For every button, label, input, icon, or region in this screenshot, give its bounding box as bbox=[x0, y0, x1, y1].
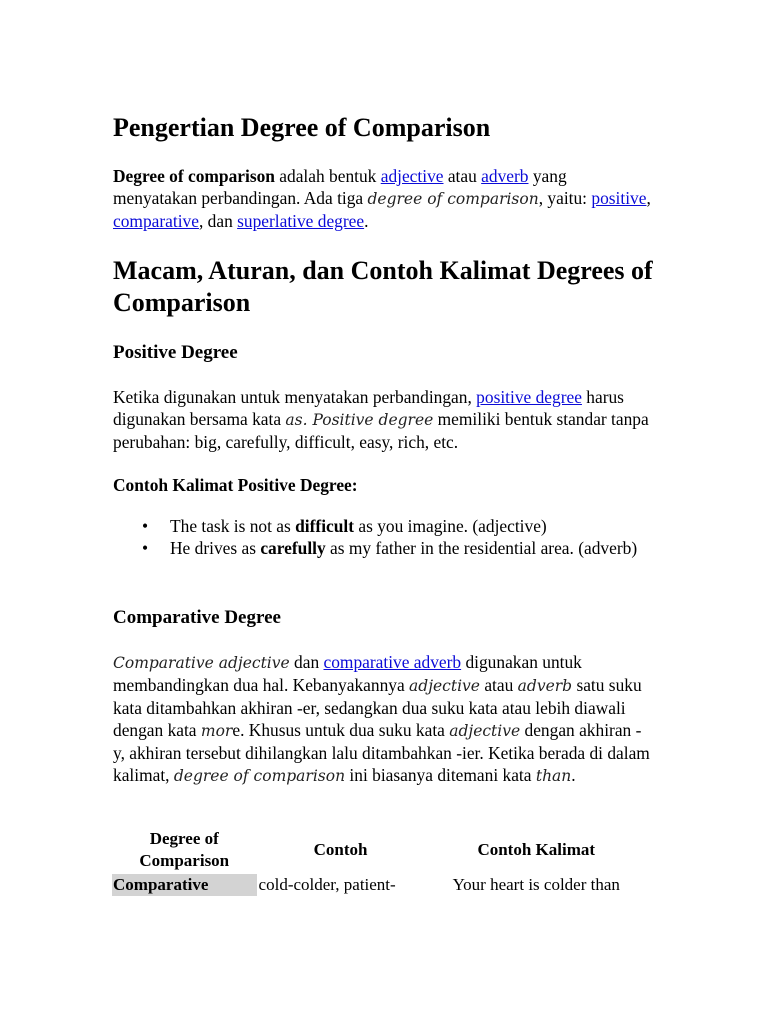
examples-list bbox=[113, 515, 653, 559]
column-header: Contoh bbox=[313, 840, 368, 859]
text-run: atau bbox=[443, 166, 482, 186]
table-header-row bbox=[112, 828, 648, 872]
list-item bbox=[113, 537, 653, 559]
text-run: , bbox=[646, 188, 651, 208]
bullet-icon: • bbox=[142, 538, 149, 558]
bold-word: carefully bbox=[260, 538, 326, 558]
link-adjective[interactable]: adjective bbox=[380, 166, 444, 186]
text-run: atau bbox=[479, 675, 518, 695]
text-run: Ketika digunakan untuk menyatakan perbandingan, bbox=[113, 387, 477, 407]
link-positive-degree[interactable]: positive degree bbox=[476, 387, 582, 407]
text-run: e. Khusus untuk dua suku kata bbox=[232, 720, 450, 740]
text-run: memiliki bentuk standar tanpa perubahan: big, carefully, difficult, easy, rich, etc. bbox=[113, 409, 649, 452]
text-run: satu suku kata ditambahkan akhiran -er, sedangkan dua suku kata atau lebih diawali dengan kata bbox=[113, 675, 642, 740]
text-run: digunakan untuk membandingkan dua hal. Kebanyakannya bbox=[113, 652, 582, 695]
text-run: The task is not as bbox=[170, 516, 296, 536]
text-run: as you imagine. (adjective) bbox=[354, 516, 547, 536]
italic-text: adjective bbox=[409, 677, 480, 695]
italic-text: degree of comparison bbox=[173, 767, 346, 785]
comparison-table bbox=[110, 826, 650, 898]
link-comparative[interactable]: comparative bbox=[113, 211, 199, 231]
italic-text: mor bbox=[200, 722, 233, 740]
examples-heading-text: Contoh Kalimat Positive Degree: bbox=[113, 475, 358, 495]
text-run: dan bbox=[289, 652, 324, 672]
text-run: , dan bbox=[198, 211, 238, 231]
link-comparative-adverb[interactable]: comparative adverb bbox=[323, 652, 462, 672]
italic-text: than bbox=[535, 767, 572, 785]
text-run: adalah bentuk bbox=[274, 166, 381, 186]
text-run: ini biasanya ditemani kata bbox=[345, 765, 536, 785]
link-adverb[interactable]: adverb bbox=[481, 166, 529, 186]
link-superlative-degree[interactable]: superlative degree bbox=[237, 211, 365, 231]
italic-text: adverb bbox=[517, 677, 573, 695]
italic-text: degree of comparison bbox=[367, 190, 539, 208]
bold-word: difficult bbox=[295, 516, 355, 536]
comparative-degree-heading: Comparative Degree bbox=[113, 607, 281, 628]
list-item bbox=[113, 515, 653, 537]
section-heading: Macam, Aturan, dan Contoh Kalimat Degrees of Comparison bbox=[113, 256, 653, 317]
column-header: Contoh Kalimat bbox=[477, 840, 596, 859]
text-run: . bbox=[571, 765, 576, 785]
text-run: yang menyatakan perbandingan. Ada tiga bbox=[113, 166, 567, 208]
text-run: as my father in the residential area. (adverb) bbox=[325, 538, 638, 558]
definition-paragraph bbox=[113, 165, 653, 232]
text-run: . bbox=[364, 211, 369, 231]
term-bold: Degree of comparison bbox=[113, 166, 275, 186]
comparative-degree-paragraph bbox=[113, 651, 653, 787]
italic-text: as. Positive degree bbox=[285, 411, 434, 429]
text-run: dengan akhiran -y, akhiran tersebut dihilangkan lalu ditambahkan -ier. Ketika berada di dalam kalimat, bbox=[113, 720, 650, 785]
column-header: Degree of Comparison bbox=[139, 829, 230, 870]
link-positive[interactable]: positive bbox=[591, 188, 647, 208]
text-run: He drives as bbox=[170, 538, 261, 558]
table-cell: Comparative bbox=[112, 874, 257, 896]
table-row bbox=[112, 874, 648, 896]
positive-degree-heading: Positive Degree bbox=[113, 342, 238, 363]
text-run: harus digunakan bersama kata bbox=[113, 387, 624, 429]
table-cell: cold-colder, patient- bbox=[258, 875, 396, 894]
text-run: , yaitu: bbox=[538, 188, 592, 208]
italic-text: adjective bbox=[449, 722, 521, 740]
italic-text: Comparative adjective bbox=[113, 654, 290, 672]
bullet-icon: • bbox=[142, 516, 149, 536]
examples-heading bbox=[113, 474, 358, 496]
page-title: Pengertian Degree of Comparison bbox=[113, 113, 491, 142]
table-cell: Your heart is colder than bbox=[452, 875, 620, 894]
positive-degree-paragraph bbox=[113, 386, 653, 453]
